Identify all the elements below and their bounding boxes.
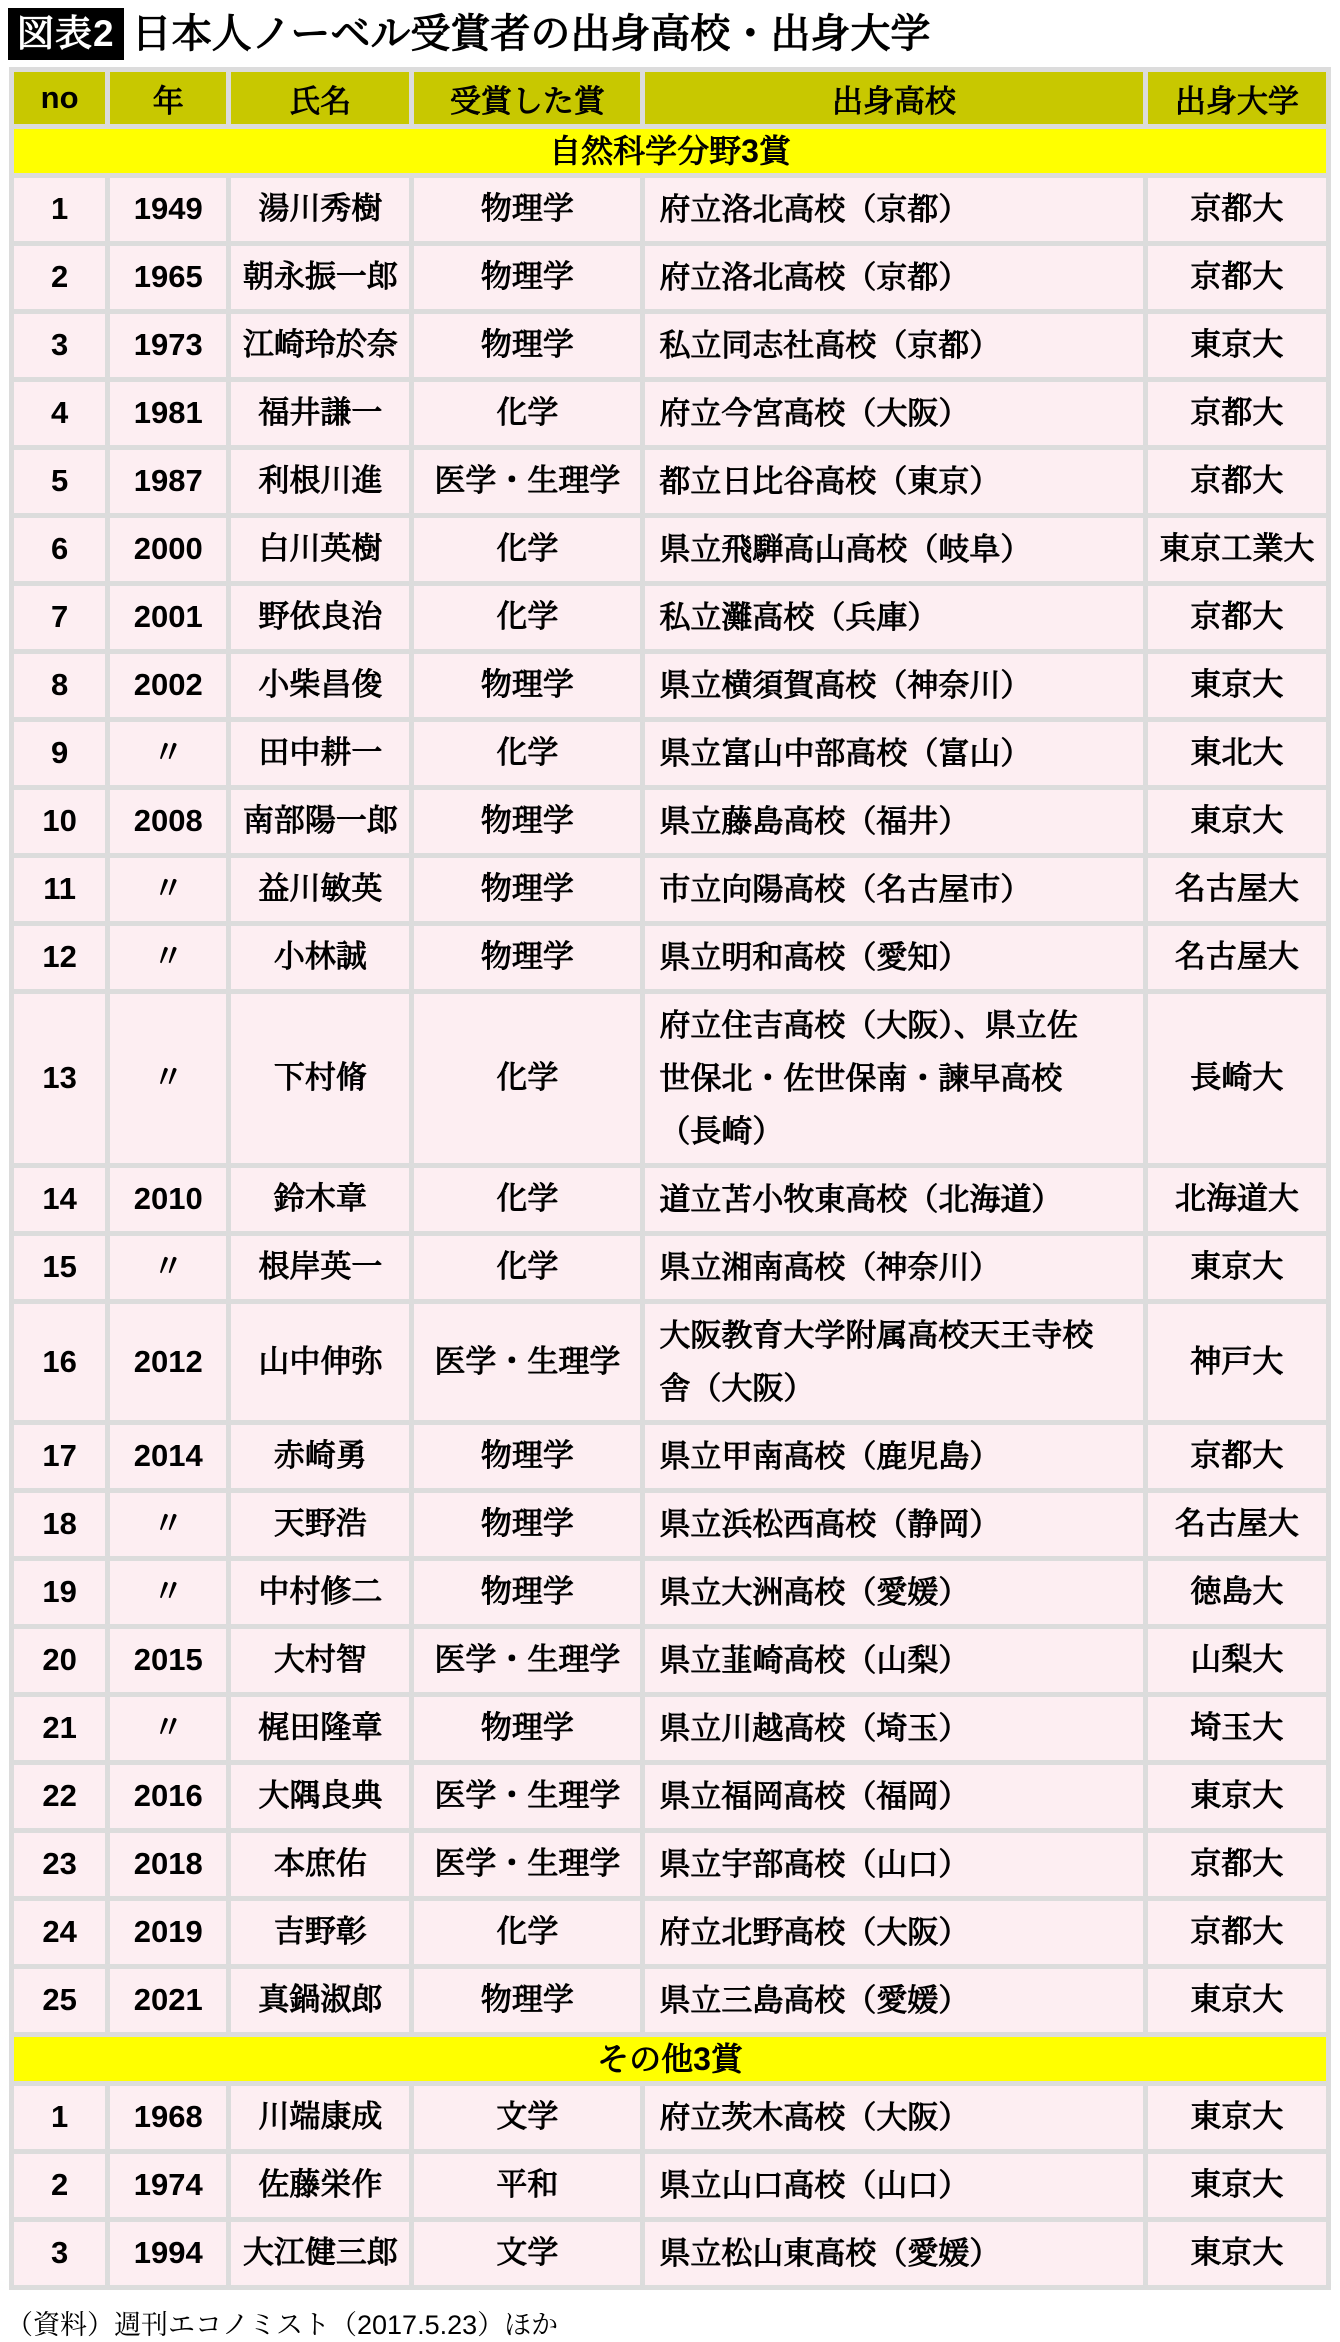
cell-university: 京都大	[1148, 450, 1326, 513]
cell-school	[645, 926, 1142, 989]
cell-prize: 化学	[414, 1236, 640, 1299]
cell-year: 1987	[110, 450, 226, 513]
table-row	[14, 1561, 1326, 1624]
school-text: 県立三島高校（愛媛）	[659, 1983, 970, 2018]
cell-year: 〃	[110, 1236, 226, 1299]
cell-university: 東京大	[1148, 1969, 1326, 2032]
table-row	[14, 994, 1326, 1163]
table-row	[14, 654, 1326, 717]
cell-prize: 医学・生理学	[414, 1765, 640, 1828]
cell-school	[645, 1833, 1142, 1896]
col-header-name: 氏名	[231, 72, 409, 124]
cell-university: 名古屋大	[1148, 858, 1326, 921]
school-text: 市立向陽高校（名古屋市）	[659, 872, 1032, 907]
cell-year: 2018	[110, 1833, 226, 1896]
table-row	[14, 1236, 1326, 1299]
school-text: 県立山口高校（山口）	[659, 2168, 970, 2203]
cell-prize: 文学	[414, 2086, 640, 2149]
cell-university: 東北大	[1148, 722, 1326, 785]
cell-name: 赤崎勇	[231, 1425, 409, 1488]
cell-name: 朝永振一郎	[231, 246, 409, 309]
cell-year: 1974	[110, 2154, 226, 2217]
school-text: 県立明和高校（愛知）	[659, 940, 970, 975]
cell-school	[645, 722, 1142, 785]
table-row	[14, 1168, 1326, 1231]
cell-prize: 物理学	[414, 858, 640, 921]
cell-name: 大江健三郎	[231, 2222, 409, 2285]
cell-no: 7	[14, 586, 105, 649]
cell-school	[645, 1561, 1142, 1624]
cell-name: 益川敏英	[231, 858, 409, 921]
cell-university: 東京大	[1148, 2222, 1326, 2285]
table-row	[14, 2222, 1326, 2285]
cell-name: 佐藤栄作	[231, 2154, 409, 2217]
cell-no: 1	[14, 2086, 105, 2149]
cell-year: 〃	[110, 994, 226, 1163]
cell-school	[645, 654, 1142, 717]
cell-school	[645, 1236, 1142, 1299]
section-row	[14, 2037, 1326, 2081]
table-row	[14, 1304, 1326, 1420]
cell-no: 3	[14, 314, 105, 377]
table-row	[14, 1765, 1326, 1828]
cell-prize: 物理学	[414, 1493, 640, 1556]
cell-year: 2001	[110, 586, 226, 649]
cell-prize: 物理学	[414, 314, 640, 377]
school-text: 府立今宮高校（大阪）	[659, 396, 970, 431]
cell-name: 福井謙一	[231, 382, 409, 445]
cell-name: 大隅良典	[231, 1765, 409, 1828]
cell-no: 9	[14, 722, 105, 785]
table-row	[14, 1493, 1326, 1556]
cell-name: 南部陽一郎	[231, 790, 409, 853]
cell-name: 江崎玲於奈	[231, 314, 409, 377]
school-text: 県立韮崎高校（山梨）	[659, 1643, 970, 1678]
cell-no: 4	[14, 382, 105, 445]
cell-prize: 化学	[414, 382, 640, 445]
cell-university: 京都大	[1148, 382, 1326, 445]
school-text: 県立宇部高校（山口）	[659, 1847, 970, 1882]
cell-no: 1	[14, 178, 105, 241]
school-text: 県立横須賀高校（神奈川）	[659, 668, 1032, 703]
cell-school	[645, 2086, 1142, 2149]
cell-no: 25	[14, 1969, 105, 2032]
cell-prize: 物理学	[414, 654, 640, 717]
cell-school	[645, 1629, 1142, 1692]
cell-name: 大村智	[231, 1629, 409, 1692]
cell-no: 20	[14, 1629, 105, 1692]
table-row	[14, 858, 1326, 921]
cell-university: 京都大	[1148, 178, 1326, 241]
page-title	[0, 0, 1340, 62]
table-row	[14, 1901, 1326, 1964]
school-text: 県立浜松西高校（静岡）	[659, 1507, 1001, 1542]
cell-prize: 文学	[414, 2222, 640, 2285]
cell-year: 2016	[110, 1765, 226, 1828]
cell-prize: 化学	[414, 586, 640, 649]
cell-prize: 化学	[414, 994, 640, 1163]
cell-university: 東京大	[1148, 2154, 1326, 2217]
cell-school	[645, 1493, 1142, 1556]
cell-name: 小柴昌俊	[231, 654, 409, 717]
cell-university: 北海道大	[1148, 1168, 1326, 1231]
school-text: 道立苫小牧東高校（北海道）	[659, 1182, 1063, 1217]
table-row	[14, 2154, 1326, 2217]
cell-no: 18	[14, 1493, 105, 1556]
section-row	[14, 129, 1326, 173]
cell-no: 13	[14, 994, 105, 1163]
cell-school	[645, 2154, 1142, 2217]
cell-name: 中村修二	[231, 1561, 409, 1624]
school-text: 県立川越高校（埼玉）	[659, 1711, 970, 1746]
header-row	[14, 72, 1326, 124]
cell-university: 京都大	[1148, 1901, 1326, 1964]
school-text: 県立飛騨高山高校（岐阜）	[659, 532, 1032, 567]
school-text: 県立湘南高校（神奈川）	[659, 1250, 1001, 1285]
cell-prize: 医学・生理学	[414, 1304, 640, 1420]
cell-school	[645, 2222, 1142, 2285]
cell-year: 〃	[110, 926, 226, 989]
table-row	[14, 1697, 1326, 1760]
cell-year: 1994	[110, 2222, 226, 2285]
cell-year: 2000	[110, 518, 226, 581]
table-row	[14, 246, 1326, 309]
cell-university: 東京大	[1148, 1236, 1326, 1299]
table-row	[14, 586, 1326, 649]
cell-university: 神戸大	[1148, 1304, 1326, 1420]
cell-school	[645, 1765, 1142, 1828]
school-text: 県立松山東高校（愛媛）	[659, 2236, 1001, 2271]
cell-year: 2015	[110, 1629, 226, 1692]
source-note: （資料）週刊エコノミスト（2017.5.23）ほか	[6, 2310, 559, 2340]
cell-prize: 化学	[414, 1901, 640, 1964]
col-header-year: 年	[110, 72, 226, 124]
cell-no: 8	[14, 654, 105, 717]
cell-name: 下村脩	[231, 994, 409, 1163]
cell-school	[645, 178, 1142, 241]
cell-prize: 化学	[414, 1168, 640, 1231]
col-header-no: no	[14, 72, 105, 124]
cell-no: 15	[14, 1236, 105, 1299]
cell-year: 2008	[110, 790, 226, 853]
cell-year: 1949	[110, 178, 226, 241]
cell-prize: 化学	[414, 518, 640, 581]
col-header-school: 出身高校	[645, 72, 1142, 124]
cell-name: 田中耕一	[231, 722, 409, 785]
cell-university: 東京大	[1148, 790, 1326, 853]
cell-school	[645, 790, 1142, 853]
col-header-prize: 受賞した賞	[414, 72, 640, 124]
cell-no: 2	[14, 246, 105, 309]
table-row	[14, 1425, 1326, 1488]
school-text: 大阪教育大学附属高校天王寺校舎（大阪）	[659, 1318, 1094, 1406]
school-text: 県立藤島高校（福井）	[659, 804, 970, 839]
cell-year: 2014	[110, 1425, 226, 1488]
table-row	[14, 2086, 1326, 2149]
cell-year: 2019	[110, 1901, 226, 1964]
cell-year: 2012	[110, 1304, 226, 1420]
cell-school	[645, 314, 1142, 377]
cell-school	[645, 586, 1142, 649]
cell-no: 5	[14, 450, 105, 513]
cell-no: 16	[14, 1304, 105, 1420]
cell-prize: 物理学	[414, 1561, 640, 1624]
cell-university: 埼玉大	[1148, 1697, 1326, 1760]
cell-prize: 物理学	[414, 790, 640, 853]
school-text: 都立日比谷高校（東京）	[659, 464, 1001, 499]
cell-year: 1968	[110, 2086, 226, 2149]
table-row	[14, 1969, 1326, 2032]
cell-name: 野依良治	[231, 586, 409, 649]
cell-no: 17	[14, 1425, 105, 1488]
cell-school	[645, 246, 1142, 309]
school-text: 県立富山中部高校（富山）	[659, 736, 1032, 771]
cell-school	[645, 382, 1142, 445]
school-text: 府立洛北高校（京都）	[659, 260, 970, 295]
cell-name: 白川英樹	[231, 518, 409, 581]
cell-name: 川端康成	[231, 2086, 409, 2149]
cell-university: 長崎大	[1148, 994, 1326, 1163]
table-row	[14, 450, 1326, 513]
cell-prize: 物理学	[414, 926, 640, 989]
cell-year: 〃	[110, 722, 226, 785]
cell-year: 〃	[110, 858, 226, 921]
table-row	[14, 382, 1326, 445]
col-header-university: 出身大学	[1148, 72, 1326, 124]
cell-year: 〃	[110, 1493, 226, 1556]
cell-prize: 物理学	[414, 246, 640, 309]
section-label: その他3賞	[14, 2037, 1326, 2081]
cell-name: 真鍋淑郎	[231, 1969, 409, 2032]
cell-school	[645, 994, 1142, 1163]
cell-university: 京都大	[1148, 1833, 1326, 1896]
cell-name: 利根川進	[231, 450, 409, 513]
school-text: 府立洛北高校（京都）	[659, 192, 970, 227]
cell-prize: 物理学	[414, 178, 640, 241]
cell-prize: 平和	[414, 2154, 640, 2217]
cell-no: 11	[14, 858, 105, 921]
cell-prize: 医学・生理学	[414, 1629, 640, 1692]
cell-no: 12	[14, 926, 105, 989]
table-row	[14, 518, 1326, 581]
cell-university: 名古屋大	[1148, 926, 1326, 989]
cell-university: 京都大	[1148, 586, 1326, 649]
cell-name: 山中伸弥	[231, 1304, 409, 1420]
cell-university: 京都大	[1148, 1425, 1326, 1488]
cell-school	[645, 1901, 1142, 1964]
cell-year: 2010	[110, 1168, 226, 1231]
cell-university: 東京大	[1148, 654, 1326, 717]
cell-school	[645, 1697, 1142, 1760]
cell-university: 名古屋大	[1148, 1493, 1326, 1556]
cell-university: 山梨大	[1148, 1629, 1326, 1692]
school-text: 県立福岡高校（福岡）	[659, 1779, 970, 1814]
table-row	[14, 1833, 1326, 1896]
cell-university: 徳島大	[1148, 1561, 1326, 1624]
table-row	[14, 722, 1326, 785]
cell-name: 小林誠	[231, 926, 409, 989]
school-text: 私立同志社高校（京都）	[659, 328, 1001, 363]
cell-no: 14	[14, 1168, 105, 1231]
cell-no: 6	[14, 518, 105, 581]
cell-school	[645, 450, 1142, 513]
cell-no: 2	[14, 2154, 105, 2217]
cell-name: 梶田隆章	[231, 1697, 409, 1760]
school-text: 府立北野高校（大阪）	[659, 1915, 970, 1950]
table-row	[14, 790, 1326, 853]
table-row	[14, 178, 1326, 241]
cell-university: 東京大	[1148, 2086, 1326, 2149]
cell-year: 〃	[110, 1697, 226, 1760]
page-title-text: 日本人ノーベル受賞者の出身高校・出身大学	[131, 12, 931, 56]
school-text: 府立住吉高校（大阪）、県立佐世保北・佐世保南・諫早高校（長崎）	[659, 1008, 1078, 1149]
cell-school	[645, 518, 1142, 581]
table-row	[14, 314, 1326, 377]
cell-school	[645, 1425, 1142, 1488]
cell-name: 根岸英一	[231, 1236, 409, 1299]
cell-name: 湯川秀樹	[231, 178, 409, 241]
figure-number-badge: 図表2	[8, 8, 124, 60]
cell-university: 東京大	[1148, 314, 1326, 377]
school-text: 私立灘高校（兵庫）	[659, 600, 939, 635]
cell-school	[645, 858, 1142, 921]
cell-no: 24	[14, 1901, 105, 1964]
cell-university: 東京工業大	[1148, 518, 1326, 581]
cell-no: 22	[14, 1765, 105, 1828]
cell-no: 10	[14, 790, 105, 853]
cell-university: 京都大	[1148, 246, 1326, 309]
cell-prize: 物理学	[414, 1969, 640, 2032]
cell-no: 23	[14, 1833, 105, 1896]
school-text: 府立茨木高校（大阪）	[659, 2100, 970, 2135]
school-text: 県立甲南高校（鹿児島）	[659, 1439, 1001, 1474]
cell-no: 21	[14, 1697, 105, 1760]
cell-prize: 化学	[414, 722, 640, 785]
cell-year: 1965	[110, 246, 226, 309]
cell-year: 〃	[110, 1561, 226, 1624]
cell-name: 本庶佑	[231, 1833, 409, 1896]
cell-school	[645, 1969, 1142, 2032]
table-row	[14, 926, 1326, 989]
cell-prize: 物理学	[414, 1425, 640, 1488]
cell-school	[645, 1304, 1142, 1420]
cell-name: 天野浩	[231, 1493, 409, 1556]
cell-prize: 医学・生理学	[414, 1833, 640, 1896]
cell-no: 19	[14, 1561, 105, 1624]
cell-name: 鈴木章	[231, 1168, 409, 1231]
table-row	[14, 1629, 1326, 1692]
cell-prize: 物理学	[414, 1697, 640, 1760]
section-label: 自然科学分野3賞	[14, 129, 1326, 173]
cell-no: 3	[14, 2222, 105, 2285]
cell-year: 1981	[110, 382, 226, 445]
cell-university: 東京大	[1148, 1765, 1326, 1828]
cell-prize: 医学・生理学	[414, 450, 640, 513]
cell-year: 1973	[110, 314, 226, 377]
cell-school	[645, 1168, 1142, 1231]
school-text: 県立大洲高校（愛媛）	[659, 1575, 970, 1610]
laureates-table	[9, 67, 1331, 2290]
cell-year: 2021	[110, 1969, 226, 2032]
cell-name: 吉野彰	[231, 1901, 409, 1964]
cell-year: 2002	[110, 654, 226, 717]
